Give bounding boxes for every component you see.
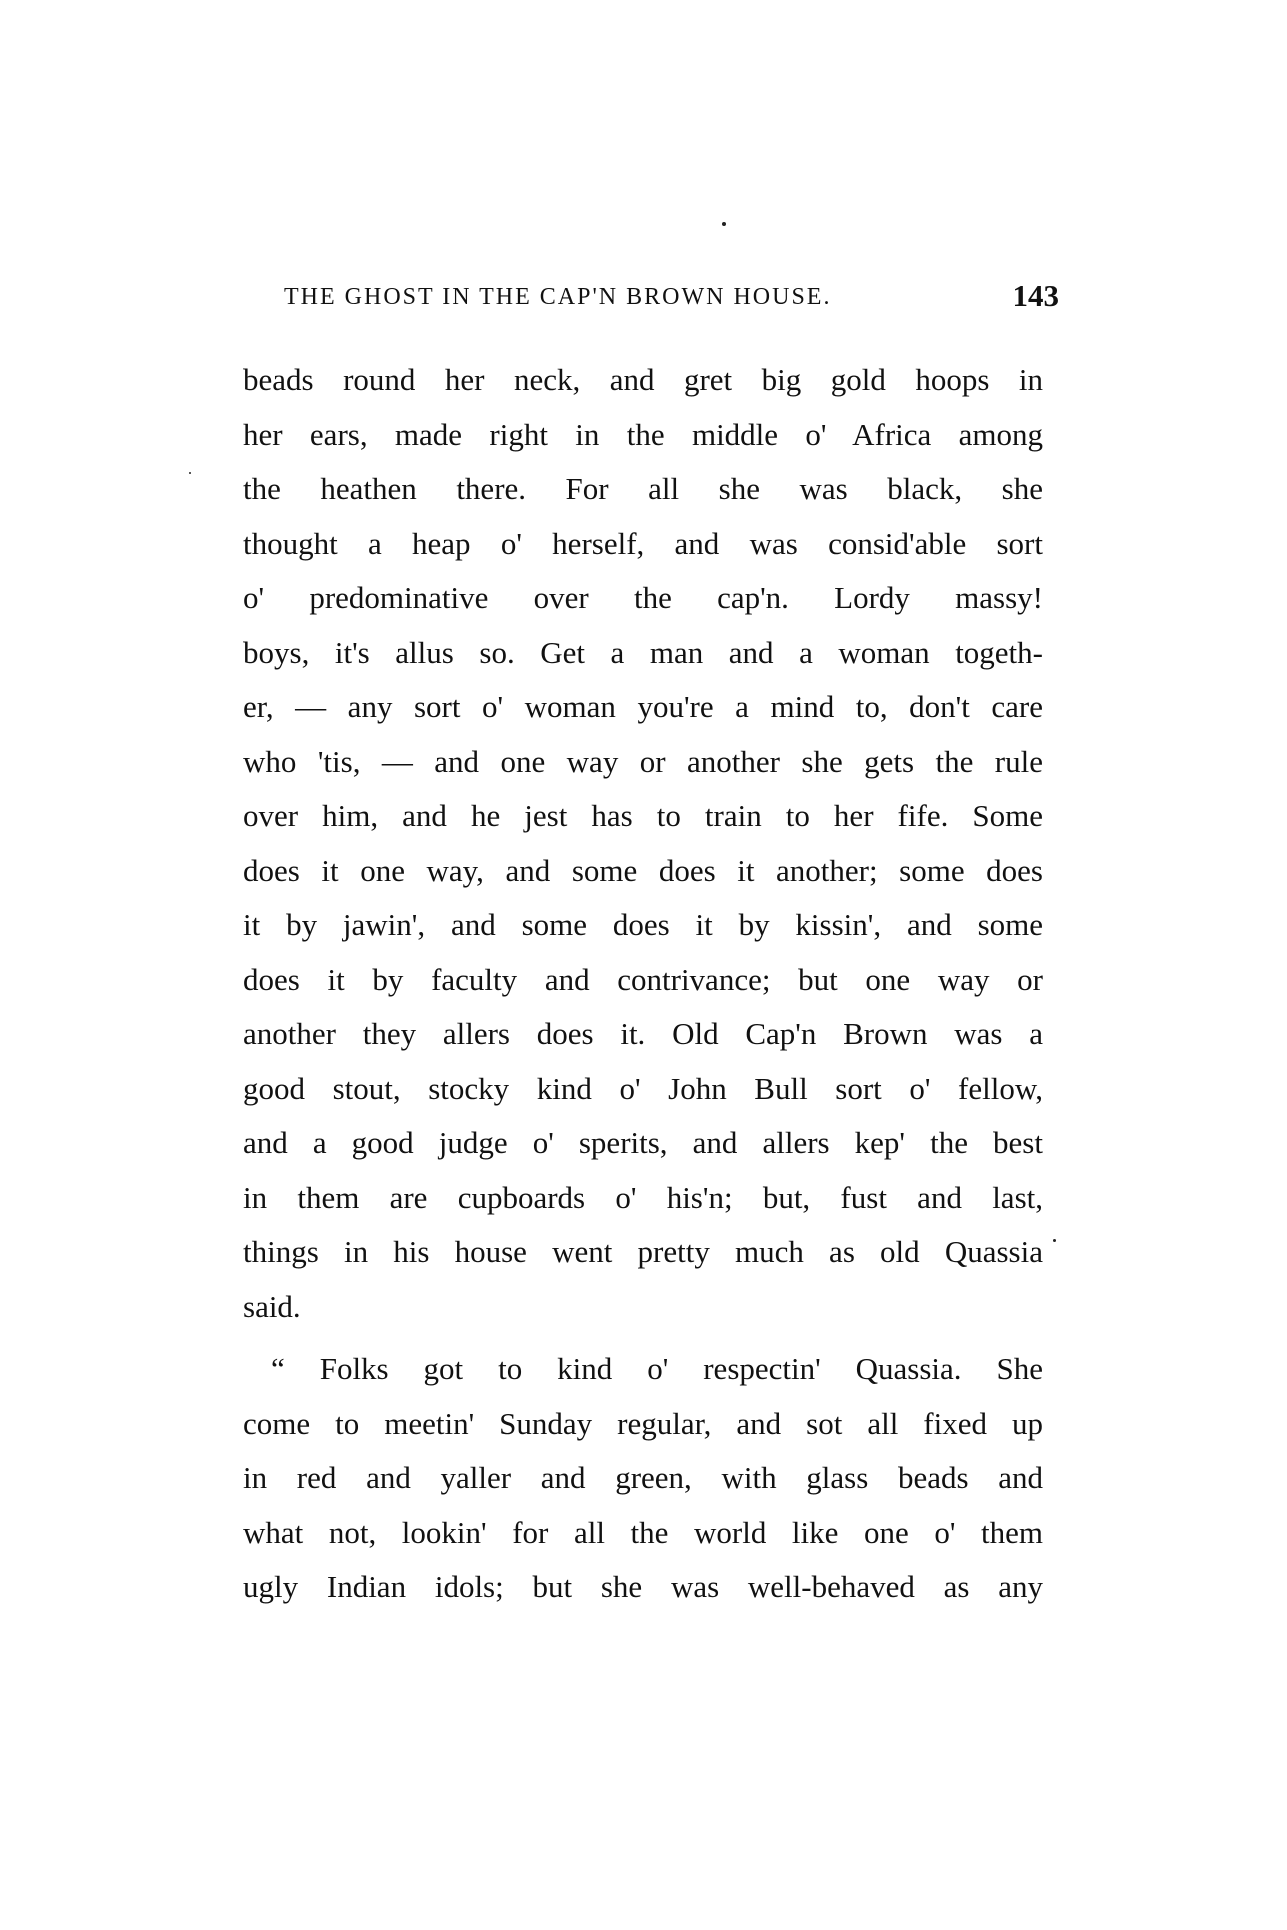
text-line: said. bbox=[243, 1288, 301, 1324]
text-line: beads round her neck, and gret big gold hoops in bbox=[243, 362, 1043, 397]
body-text bbox=[243, 353, 1043, 1615]
text-line: boys, it's allus so. Get a man and a woman togeth- bbox=[243, 634, 1043, 670]
text-line: and a good judge o' sperits, and allers kep' the best bbox=[243, 1125, 1043, 1160]
print-speck bbox=[1053, 1239, 1056, 1242]
text-line: “ Folks got to kind o' respectin' Quassia. She bbox=[271, 1351, 1043, 1386]
text-line: ugly Indian idols; but she was well-behaved as any bbox=[243, 1569, 1043, 1604]
text-line: thought a heap o' herself, and was consid'able sort bbox=[243, 525, 1043, 561]
text-line: good stout, stocky kind o' John Bull sort o' fellow, bbox=[243, 1070, 1043, 1106]
text-line: what not, lookin' for all the world like one o' them bbox=[243, 1514, 1043, 1550]
paragraph bbox=[243, 353, 1043, 1334]
text-line: er, — any sort o' woman you're a mind to, don't care bbox=[243, 689, 1043, 724]
text-line: things in his house went pretty much as old Quassia bbox=[243, 1234, 1043, 1269]
page-number: 143 bbox=[1012, 278, 1059, 313]
text-line: come to meetin' Sunday regular, and sot all fixed up bbox=[243, 1405, 1043, 1441]
paragraph-gap bbox=[243, 1334, 1043, 1342]
paragraph bbox=[243, 1342, 1043, 1615]
running-head: THE GHOST IN THE CAP'N BROWN HOUSE. bbox=[284, 284, 832, 310]
text-line: who 'tis, — and one way or another she gets the rule bbox=[243, 743, 1043, 779]
text-line: her ears, made right in the middle o' Africa among bbox=[243, 416, 1043, 452]
text-line: another they allers does it. Old Cap'n Brown was a bbox=[243, 1016, 1043, 1051]
text-line: o' predominative over the cap'n. Lordy massy! bbox=[243, 580, 1043, 615]
text-line: does it one way, and some does it another; some does bbox=[243, 852, 1043, 888]
print-speck bbox=[722, 222, 726, 226]
text-line: it by jawin', and some does it by kissin', and some bbox=[243, 907, 1043, 942]
page-header bbox=[284, 278, 1059, 318]
text-line: in red and yaller and green, with glass beads and bbox=[243, 1460, 1043, 1495]
text-line: does it by faculty and contrivance; but one way or bbox=[243, 961, 1043, 997]
print-speck bbox=[189, 472, 191, 474]
text-line: over him, and he jest has to train to her fife. Some bbox=[243, 798, 1043, 833]
text-line: in them are cupboards o' his'n; but, fust and last, bbox=[243, 1179, 1043, 1215]
text-line: the heathen there. For all she was black, she bbox=[243, 471, 1043, 506]
